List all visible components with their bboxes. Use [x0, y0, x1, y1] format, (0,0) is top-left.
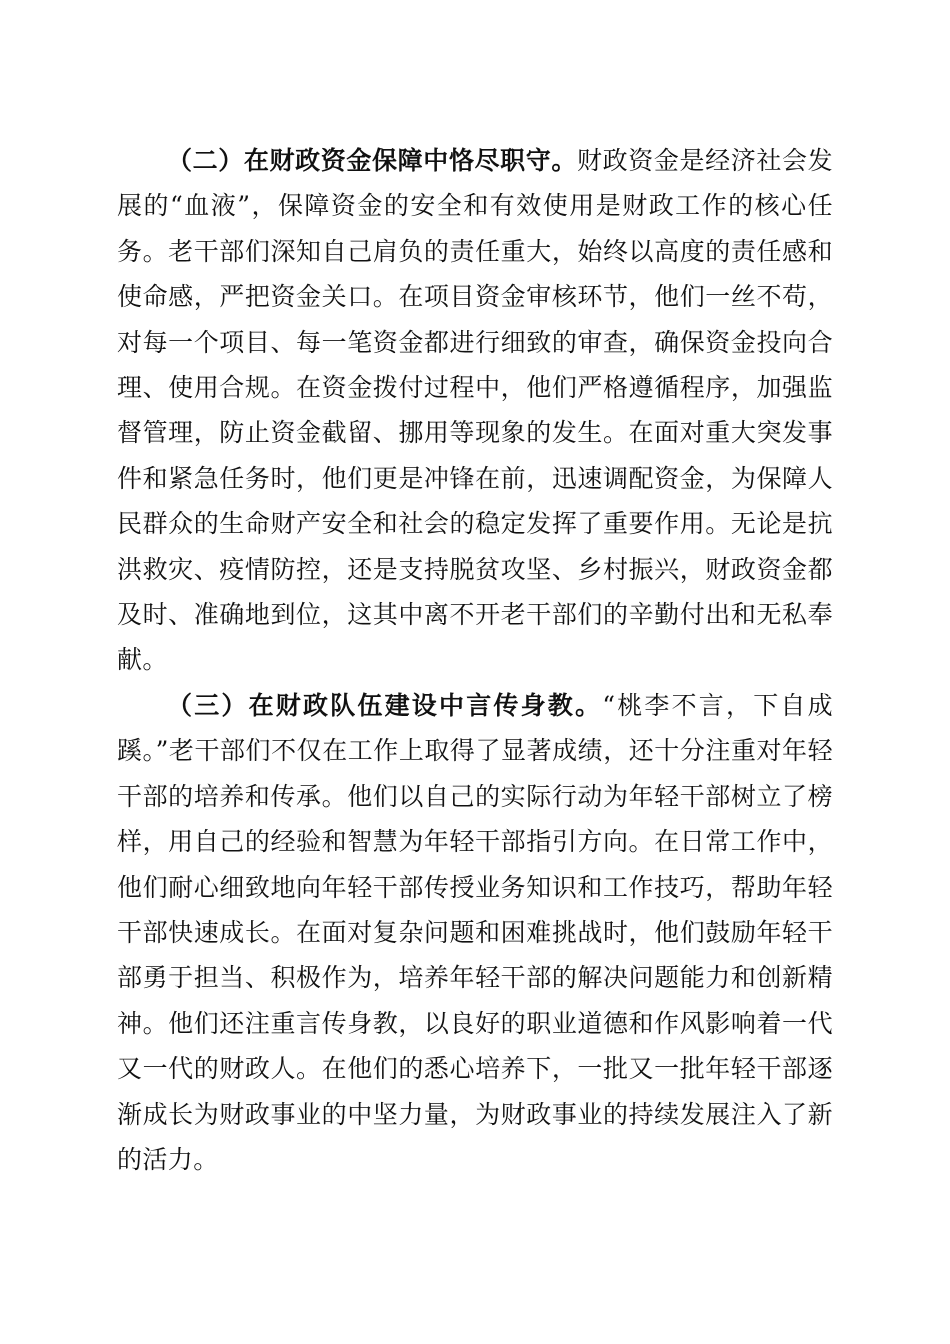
section-heading-3: （三）在财政队伍建设中言传身教。	[167, 690, 603, 720]
section-heading-2: （二）在财政资金保障中恪尽职守。	[167, 146, 577, 175]
paragraph-fiscal-funds	[117, 138, 833, 683]
document-body	[117, 138, 833, 1182]
section-body-2: 财政资金是经济社会发展的“血液”，保障资金的安全和有效使用是财政工作的核心任务。老干部们深知自己肩负的责任重大，始终以高度的责任感和使命感，严把资金关口。在项目资金审核环节，他们一丝不苟，对每一个项目、每一笔资金都进行细致的审查，确保资金投向合理、使用合规。在资金拨付过程中，他们严格遵循程序，加强监督管理，防止资金截留、挪用等现象的发生。在面对重大突发事件和紧急任务时，他们更是冲锋在前，迅速调配资金，为保障人民群众的生命财产安全和社会的稳定发挥了重要作用。无论是抗洪救灾、疫情防控，还是支持脱贫攻坚、乡村振兴，财政资金都及时、准确地到位，这其中离不开老干部们的辛勤付出和无私奉献。	[117, 146, 833, 675]
section-body-3: “桃李不言，下自成蹊。”老干部们不仅在工作上取得了显著成绩，还十分注重对年轻干部的培养和传承。他们以自己的实际行动为年轻干部树立了榜样，用自己的经验和智慧为年轻干部指引方向。在日常工作中，他们耐心细致地向年轻干部传授业务知识和工作技巧，帮助年轻干部快速成长。在面对复杂问题和困难挑战时，他们鼓励年轻干部勇于担当、积极作为，培养年轻干部的解决问题能力和创新精神。他们还注重言传身教，以良好的职业道德和作风影响着一代又一代的财政人。在他们的悉心培养下，一批又一批年轻干部逐渐成长为财政事业的中坚力量，为财政事业的持续发展注入了新的活力。	[117, 690, 834, 1174]
paragraph-team-building	[117, 683, 833, 1182]
